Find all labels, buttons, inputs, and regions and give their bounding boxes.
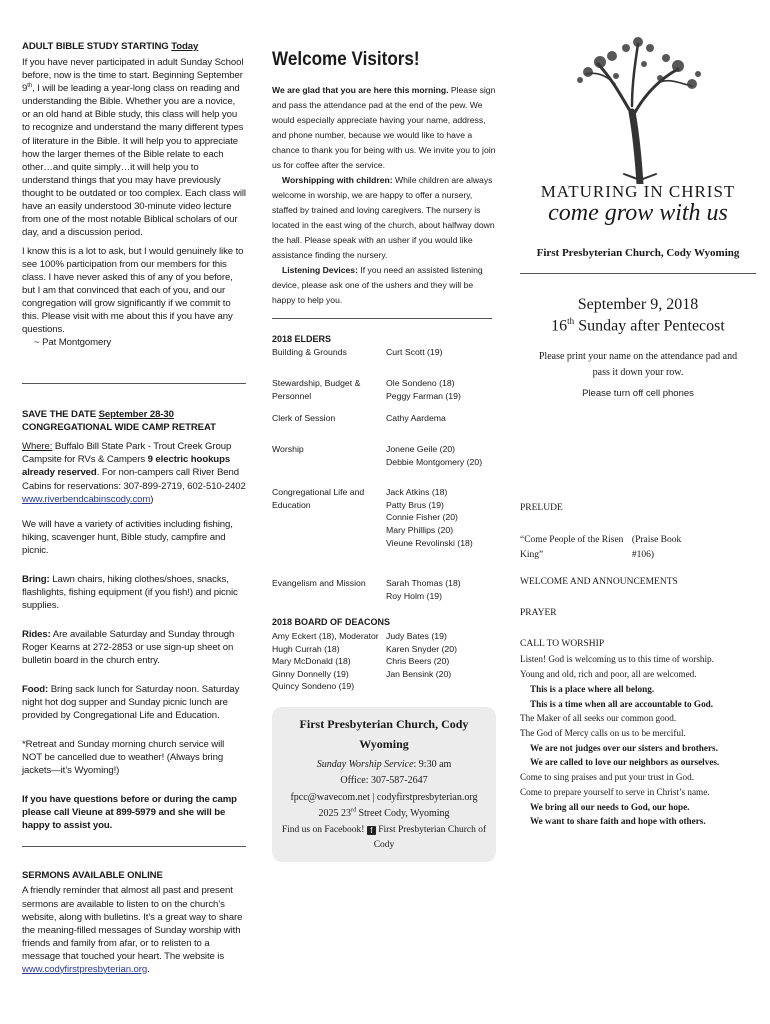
camp-heading: SAVE THE DATE September 28-30 CONGREGATIONAL WIDE CAMP RETREAT [22, 409, 216, 434]
elder-committee: Congregational Life and Education [272, 487, 365, 510]
tree-logo [520, 40, 756, 180]
deacons-right-column [386, 630, 457, 693]
camp-activities: We will have a variety of activities including fishing, hiking, scavenger hunt, Bible study, campfire and picnic. [22, 518, 233, 556]
info-office-phone: Office: 307-587-2647 [340, 775, 428, 787]
call-response-line: We want to share faith and hope with others. [530, 816, 706, 827]
middle-column [272, 40, 496, 862]
info-facebook: Find us on Facebook! f First Presbyterian Church of Cody [281, 824, 487, 851]
info-email-website: fpcc@wavecom.net | codyfirstpresbyterian.org [290, 791, 478, 803]
adult-study-section [22, 40, 246, 349]
elder-name: Cathy Aardema [386, 413, 446, 424]
call-to-worship-heading: CALL TO WORSHIP [520, 639, 605, 650]
elder-name: Jack Atkins (18) [386, 487, 448, 498]
elders-heading: 2018 ELDERS [272, 333, 332, 344]
elder-name: Peggy Farman (19) [386, 390, 461, 401]
elder-names [386, 486, 496, 549]
deacon-name: Judy Bates (19) [386, 630, 447, 641]
call-leader-line: Come to sing praises and put your trust in God. [520, 772, 695, 783]
call-response-line: This is a place where all belong. [530, 683, 655, 694]
elder-name: Sarah Thomas (18) [386, 578, 461, 589]
elder-name: Patty Brus (19) [386, 499, 444, 510]
sermons-section [22, 869, 246, 975]
camp-questions: If you have questions before or during the camp please call Vieune at 899-5979 and she will be happy to assist you. [22, 794, 237, 832]
today-label: Today [171, 41, 199, 52]
welcome-title: Welcome Visitors! [272, 49, 420, 70]
welcome-item: WELCOME AND ANNOUNCEMENTS [520, 576, 678, 587]
elder-row [272, 486, 496, 549]
elder-committee: Evangelism and Mission [272, 578, 366, 589]
adult-study-paragraph-2: I know this is a lot to ask, but I would genuinely like to see 100% participation from our members for this class. I have never asked this of any of you before, but I am that convinced that each of you, and our congregation will grow significantly if we commit to this. Please visit with me about this if you have any questions. [22, 245, 244, 336]
call-response-line: We are called to love our neighbors as ourselves. [530, 757, 720, 768]
camp-weather-note: *Retreat and Sunday morning church service will NOT be cancelled due to weather! (Always bring jackets—it’s Wyoming!) [22, 739, 225, 777]
elder-committee: Building & Grounds [272, 347, 347, 358]
welcome-section [272, 83, 496, 308]
camp-retreat-section [22, 408, 246, 832]
camp-where: Where: Buffalo Bill State Park - Trout Creek Group Campsite for RVs & Campers 9 electric hookups already reserved. For non-campers call River Bend Cabins for reservations: 307-899-2719, 602-510-2402 www.riverbendcabinscody.com) [22, 441, 246, 505]
call-to-worship-lines [520, 652, 756, 829]
divider [272, 318, 492, 319]
elder-name: Jonene Geile (20) [386, 443, 456, 454]
deacon-name: Jan Bensink (20) [386, 668, 452, 679]
elder-name: Ole Sondeno (18) [386, 378, 455, 389]
listening-paragraph: Listening Devices: If you need an assisted listening device, please ask one of the ushers and they will be happy to help you. [272, 264, 483, 305]
attendance-note: Please print your name on the attendance pad and pass it down your row. [538, 351, 738, 378]
deacon-name: Chris Beers (20) [386, 656, 450, 667]
prayer-item: PRAYER [520, 608, 557, 619]
prelude-item: PRELUDE [520, 503, 563, 514]
adult-study-heading: ADULT BIBLE STUDY STARTING Today [22, 41, 199, 52]
cell-phones-note: Please turn off cell phones [582, 388, 694, 400]
elder-row [272, 346, 496, 359]
elder-names [386, 346, 496, 359]
camp-bring: Bring: Lawn chairs, hiking clothes/shoes, snacks, flashlights, fishing equipment (if you fish!) and picnic supplies. [22, 573, 238, 611]
adult-study-paragraph-1: If you have never participated in adult Sunday School before, now is the time to start. Beginning September 9th, I will be leading a year-long class on reading and understanding the Bible. Whether you are a novice, or an old hand at Bible study, this class will help you to recognize and understand the many different types of literature in the Bible. It will help you to appreciate how the larger themes of the Bible relate to each other…and quite simply…it will help you to understand things that you may have previously thought to be outdated or too complex. Each class will have an easily understood 30-minute video lecture from one of the most notable Biblical scholars of our day, and a discussion period. [22, 57, 246, 238]
deacon-name: Mary McDonald (18) [272, 656, 351, 667]
deacon-name: Hugh Currah (18) [272, 643, 340, 654]
deacon-name: Karen Snyder (20) [386, 643, 457, 654]
elder-row [272, 577, 496, 602]
call-response-line: We are not judges over our sisters and brothers. [530, 742, 718, 753]
elder-name: Vieune Revolinski (18) [386, 537, 473, 548]
hymn-title: “Come People of the Risen King” [520, 534, 624, 560]
info-church-name: First Presbyterian Church, Cody Wyoming [299, 716, 469, 751]
info-service: Sunday Worship Service: 9:30 am [316, 758, 452, 770]
riverbend-link[interactable]: www.riverbendcabinscody.com [22, 493, 151, 505]
deacons-heading: 2018 BOARD OF DEACONS [272, 617, 391, 628]
divider [520, 273, 756, 274]
order-of-worship [520, 501, 756, 829]
call-leader-line: The God of Mercy calls on us to be merciful. [520, 728, 686, 739]
deacon-name: Quincy Sondeno (19) [272, 681, 355, 692]
elder-committee: Clerk of Session [272, 413, 336, 424]
sermons-heading: SERMONS AVAILABLE ONLINE [22, 870, 163, 882]
elder-row [272, 377, 496, 402]
logo-text-maturing: MATURING IN CHRIST [540, 182, 736, 201]
elder-names [386, 412, 496, 425]
call-leader-line: Listen! God is welcoming us to this time of worship. [520, 654, 714, 665]
elder-committee: Worship [272, 443, 304, 454]
logo-text-come-grow: come grow with us [548, 200, 728, 226]
camp-food: Food: Bring sack lunch for Saturday noon. Saturday night hot dog supper and Sunday picnic lunch are provided by Congregational Life and Education. [22, 684, 240, 722]
elder-name: Roy Holm (19) [386, 590, 442, 601]
call-response-line: This is a time when all are accountable to God. [530, 698, 714, 709]
elder-name: Connie Fisher (20) [386, 512, 458, 523]
elder-names [386, 443, 496, 468]
deacons-list [272, 630, 496, 693]
welcome-paragraph: We are glad that you are here this morning. Please sign and pass the attendance pad at the end of the pew. We would especially appreciate having your name, address, and phone number, because we would like to have a chance to thank you for being with us. We invite you to join us for coffee after the service. [272, 84, 496, 170]
divider [22, 383, 246, 384]
service-date: September 9, 2018 [577, 296, 699, 313]
camp-rides: Rides: Are available Saturday and Sunday through Roger Kearns at 272-2853 or use sign-up sheet on bulletin board in the church entry. [22, 628, 235, 666]
church-name: First Presbyterian Church, Cody Wyoming [536, 247, 740, 259]
facebook-icon: f [367, 826, 376, 835]
divider [22, 846, 246, 847]
elder-row [272, 443, 496, 468]
elder-names [386, 377, 496, 402]
tree-icon [520, 34, 756, 184]
sermons-body: A friendly reminder that almost all past and present sermons are available to listen to on the church’s website, along with bulletins. It’s a great way to share the meaning-filled messages of Sunday worship with friends and family from afar, or to relisten to a message that touched your heart. The website is www.codyfirstpresbyterian.org. [22, 885, 243, 975]
hymn-book: (Praise Book #106) [631, 534, 682, 560]
deacons-left-column [272, 630, 386, 693]
hymn-item [520, 533, 756, 563]
adult-study-signature: ~ Pat Montgomery [34, 337, 112, 349]
elder-row [272, 412, 496, 425]
elder-name: Mary Phillips (20) [386, 524, 454, 535]
call-leader-line: Come to prepare yourself to serve in Christ’s name. [520, 786, 710, 797]
deacon-name: Ginny Donnelly (19) [272, 668, 349, 679]
call-leader-line: The Maker of all seeks our common good. [520, 713, 677, 724]
church-info-box [272, 707, 496, 862]
elder-names [386, 577, 496, 602]
elder-name: Debbie Montgomery (20) [386, 456, 483, 467]
elder-name: Curt Scott (19) [386, 347, 443, 358]
elders-list [272, 346, 496, 602]
right-column [520, 40, 756, 829]
call-leader-line: Young and old, rich and poor, all are welcomed. [520, 669, 697, 680]
left-column [22, 40, 246, 982]
deacon-name: Amy Eckert (18), Moderator [272, 630, 379, 641]
info-address: 2025 23rd Street Cody, Wyoming [318, 807, 450, 820]
liturgical-day: 16th Sunday after Pentecost [551, 316, 725, 335]
website-link[interactable]: www.codyfirstpresbyterian.org [22, 963, 148, 975]
children-paragraph: Worshipping with children: While children are always welcome in worship, we are happy to offer a nursery, staffed by trained and loving caregivers. The nursery is located in the east wing of the church, about halfway down the hall. Please speak with an usher if you would like assistance finding the nursery. [272, 174, 495, 260]
elder-committee: Stewardship, Budget & Personnel [272, 378, 361, 401]
call-response-line: We bring all our needs to God, our hope. [530, 801, 690, 812]
